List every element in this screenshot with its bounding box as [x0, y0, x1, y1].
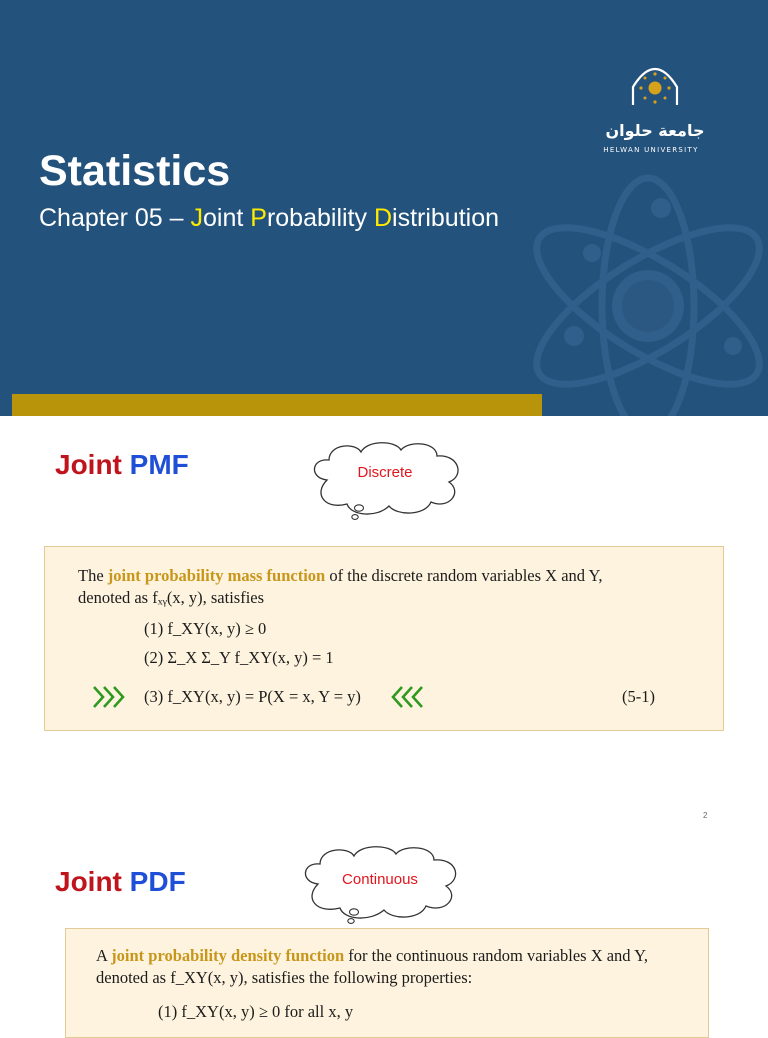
pdf-term: joint probability density function	[111, 946, 345, 965]
page-number: 2	[703, 811, 708, 820]
chapter-initial-p: P	[250, 204, 267, 232]
pmf-term: joint probability mass function	[107, 566, 326, 585]
pdf-definition-text: A joint probability density function for the continuous random variables X and Y, denoted as f_XY(x, y), satisfies the following properties:	[96, 945, 696, 989]
pmf-property-2: (2) Σ_X Σ_Y f_XY(x, y) = 1	[144, 648, 334, 667]
pdf-heading	[55, 865, 186, 899]
atom-icon	[530, 170, 768, 416]
pmf-property-2-expr: Σ_X Σ_Y f_XY(x, y) = 1	[167, 648, 334, 667]
chapter-prefix: Chapter 05 –	[39, 204, 191, 232]
logo-english-text: HELWAN UNIVERSITY	[603, 146, 699, 154]
pmf-property-3-expr: f_XY(x, y) = P(X = x, Y = y)	[167, 687, 361, 706]
equation-number: (5-1)	[622, 687, 655, 706]
pdf-property-1-expr: f_XY(x, y) ≥ 0 for all x, y	[181, 1002, 354, 1021]
heading-pdf: PDF	[129, 866, 186, 897]
pdf-property-1: (1) f_XY(x, y) ≥ 0 for all x, y	[158, 1002, 354, 1021]
chapter-word-distribution: istribution	[392, 204, 500, 232]
chevron-right-icon	[92, 684, 128, 710]
heading-pmf: PMF	[129, 449, 189, 480]
chapter-word-probability: robability	[266, 204, 374, 232]
accent-bar	[12, 394, 542, 416]
logo-arabic-text: جامعة حلوان	[605, 121, 705, 140]
pmf-definition-text: The joint probability mass function of the discrete random variables X and Y, denoted as fₓᵧ(x, y), satisfies	[78, 565, 698, 609]
pmf-property-1: (1) f_XY(x, y) ≥ 0	[144, 619, 267, 638]
pmf-property-3: (3) f_XY(x, y) = P(X = x, Y = y)	[144, 687, 361, 706]
chapter-word-joint: oint	[203, 204, 251, 232]
university-logo-icon	[600, 57, 710, 157]
chapter-title	[39, 203, 499, 233]
heading-joint: Joint	[55, 449, 122, 480]
pmf-definition-line2: denoted as fₓᵧ(x, y), satisfies	[78, 588, 265, 607]
title-slide	[0, 0, 768, 416]
continuous-label: Continuous	[342, 871, 418, 888]
chapter-initial-j: J	[190, 204, 203, 232]
chevron-left-icon	[388, 684, 424, 710]
pdf-definition-line2: denoted as f_XY(x, y), satisfies the following properties:	[96, 968, 473, 987]
pmf-property-1-expr: f_XY(x, y) ≥ 0	[167, 619, 267, 638]
discrete-label: Discrete	[357, 464, 413, 481]
discrete-callout	[305, 438, 465, 524]
heading-joint: Joint	[55, 866, 122, 897]
pmf-heading	[55, 448, 189, 482]
thought-cloud-icon	[305, 438, 465, 524]
chapter-initial-d: D	[373, 204, 393, 232]
continuous-callout	[296, 844, 464, 928]
course-title: Statistics	[39, 147, 231, 195]
